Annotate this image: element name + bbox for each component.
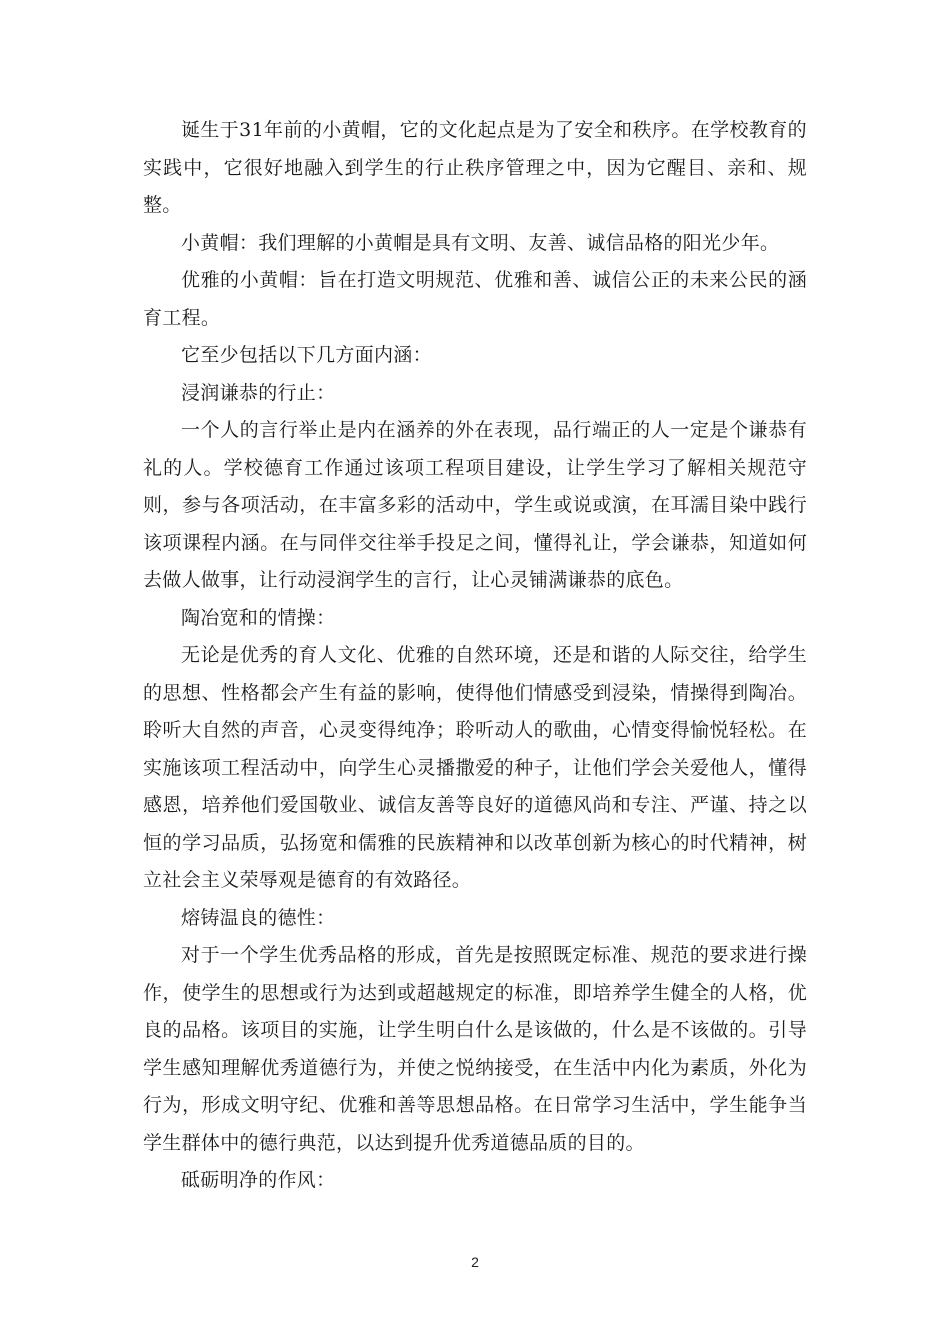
section-heading-virtue: 熔铸温良的德性： — [181, 906, 336, 929]
paragraph-connotation-lead: 它至少包括以下几方面内涵： — [181, 344, 432, 366]
paragraph-project-aim: 优雅的小黄帽：旨在打造文明规范、优雅和善、诚信公正的未来公民的涵育工程。 — [143, 269, 807, 329]
paragraph-conduct: 一个人的言行举止是内在涵养的外在表现，品行端正的人一定是个谦恭有礼的人。学校德育工作通过该项工程项目建设，让学生学习了解相关规范守则，参与各项活动，在丰富多彩的活动中，学生或说或演，在耳濡目染中践行该项课程内涵。在与同伴交往举手投足之间，懂得礼让，学会谦恭，知道如何去做人做事，让行动浸润学生的言行，让心灵铺满谦恭的底色。 — [143, 419, 807, 591]
document-body — [143, 112, 807, 1200]
section-heading-sentiment: 陶冶宽和的情操： — [181, 606, 336, 629]
section-heading-conduct: 浸润谦恭的行止： — [181, 381, 336, 404]
paragraph-intro: 诞生于31年前的小黄帽，它的文化起点是为了安全和秩序。在学校教育的实践中，它很好地融入到学生的行止秩序管理之中，因为它醒目、亲和、规整。 — [143, 119, 807, 216]
paragraph-definition: 小黄帽：我们理解的小黄帽是具有文明、友善、诚信品格的阳光少年。 — [181, 231, 780, 254]
page-number: 2 — [471, 1254, 479, 1270]
section-heading-style: 砥砺明净的作风： — [181, 1169, 336, 1191]
paragraph-virtue: 对于一个学生优秀品格的形成，首先是按照既定标准、规范的要求进行操作，使学生的思想或行为达到或超越规定的标准，即培养学生健全的人格，优良的品格。该项目的实施，让学生明白什么是该做的，什么是不该做的。引导学生感知理解优秀道德行为，并使之悦纳接受，在生活中内化为素质，外化为行为，形成文明守纪、优雅和善等思想品格。在日常学习生活中，学生能争当学生群体中的德行典范，以达到提升优秀道德品质的目的。 — [143, 944, 807, 1154]
paragraph-sentiment: 无论是优秀的育人文化、优雅的自然环境，还是和谐的人际交往，给学生的思想、性格都会产生有益的影响，使得他们情感受到浸染，情操得到陶冶。聆听大自然的声音，心灵变得纯净；聆听动人的歌曲，心情变得愉悦轻松。在实施该项工程活动中，向学生心灵播撒爱的种子，让他们学会关爱他人，懂得感恩，培养他们爱国敬业、诚信友善等良好的道德风尚和专注、严谨、持之以恒的学习品质，弘扬宽和儒雅的民族精神和以改革创新为核心的时代精神，树立社会主义荣辱观是德育的有效路径。 — [143, 644, 807, 891]
